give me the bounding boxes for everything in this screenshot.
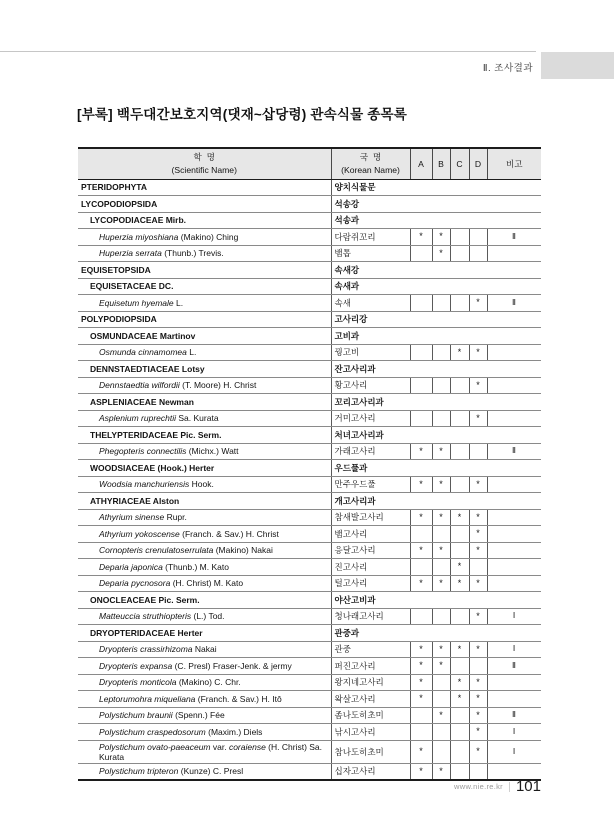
col-header-site-a: A: [410, 148, 432, 179]
remark-cell: Ⅱ: [487, 707, 541, 724]
table-row: [78, 245, 541, 262]
remark-cell: Ⅱ: [487, 658, 541, 675]
col-header-korean-line1: 국 명: [359, 152, 382, 163]
scientific-name-cell: WOODSIACEAE (Hook.) Herter: [78, 460, 331, 477]
table-row: [78, 592, 541, 609]
scientific-name-cell: Asplenium ruprechtii Sa. Kurata: [78, 410, 331, 427]
survey-mark-cell-a: [410, 526, 432, 543]
header-rule: [0, 51, 536, 52]
table-row: [78, 427, 541, 444]
survey-mark-cell-c: [450, 443, 469, 460]
remark-cell: [487, 674, 541, 691]
survey-mark-cell-b: [432, 344, 450, 361]
korean-name-cell: 가래고사리: [331, 443, 410, 460]
scientific-name-cell: Athyrium sinense Rupr.: [78, 509, 331, 526]
survey-mark-cell-d: *: [469, 476, 487, 493]
survey-mark-cell-a: *: [410, 509, 432, 526]
table-row: [78, 493, 541, 510]
survey-mark-cell-d: *: [469, 641, 487, 658]
survey-mark-cell-d: *: [469, 724, 487, 741]
table-row: [78, 179, 541, 196]
survey-mark-cell-d: *: [469, 344, 487, 361]
scientific-name-cell: ASPLENIACEAE Newman: [78, 394, 331, 411]
survey-mark-cell-d: *: [469, 509, 487, 526]
survey-mark-cell-c: *: [450, 575, 469, 592]
survey-mark-cell-d: *: [469, 295, 487, 312]
survey-mark-cell-b: *: [432, 443, 450, 460]
korean-name-cell: 응달고사리: [331, 542, 410, 559]
remark-cell: Ⅰ: [487, 740, 541, 763]
scientific-name-cell: Polystichum ovato-paeaceum var. coraiense (H. Christ) Sa. Kurata: [78, 740, 331, 763]
survey-mark-cell-b: [432, 724, 450, 741]
remark-cell: [487, 559, 541, 576]
table-row: [78, 559, 541, 576]
korean-name-cell: 야산고비과: [331, 592, 541, 609]
survey-mark-cell-a: [410, 344, 432, 361]
korean-name-cell: 속새: [331, 295, 410, 312]
remark-cell: Ⅱ: [487, 229, 541, 246]
remark-cell: [487, 245, 541, 262]
col-header-scientific-name: [78, 148, 331, 179]
korean-name-cell: 양치식물문: [331, 179, 541, 196]
table-row: [78, 262, 541, 279]
col-header-korean-name: [331, 148, 410, 179]
remark-cell: [487, 691, 541, 708]
table-row: [78, 691, 541, 708]
remark-cell: Ⅱ: [487, 295, 541, 312]
survey-mark-cell-a: [410, 410, 432, 427]
korean-name-cell: 좀나도히초미: [331, 707, 410, 724]
survey-mark-cell-d: *: [469, 410, 487, 427]
scientific-name-cell: POLYPODIOPSIDA: [78, 311, 331, 328]
survey-mark-cell-a: [410, 377, 432, 394]
survey-mark-cell-c: [450, 658, 469, 675]
survey-mark-cell-c: *: [450, 691, 469, 708]
survey-mark-cell-c: [450, 707, 469, 724]
scientific-name-cell: Deparia pycnosora (H. Christ) M. Kato: [78, 575, 331, 592]
survey-mark-cell-c: [450, 410, 469, 427]
table-row: [78, 377, 541, 394]
table-header-row: [78, 148, 541, 179]
survey-mark-cell-b: *: [432, 641, 450, 658]
scientific-name-cell: EQUISETOPSIDA: [78, 262, 331, 279]
table-row: [78, 674, 541, 691]
remark-cell: [487, 377, 541, 394]
table-row: [78, 295, 541, 312]
korean-name-cell: 낚시고사리: [331, 724, 410, 741]
survey-mark-cell-d: [469, 443, 487, 460]
korean-name-cell: 청나래고사리: [331, 608, 410, 625]
survey-mark-cell-d: *: [469, 575, 487, 592]
scientific-name-cell: Polystichum craspedosorum (Maxim.) Diels: [78, 724, 331, 741]
col-header-korean-line2: (Korean Name): [341, 164, 400, 175]
korean-name-cell: 왁살고사리: [331, 691, 410, 708]
survey-mark-cell-a: [410, 608, 432, 625]
col-header-remark: 비고: [487, 148, 541, 179]
table-row: [78, 509, 541, 526]
table-row: [78, 740, 541, 763]
survey-mark-cell-d: *: [469, 608, 487, 625]
section-label: Ⅱ. 조사결과: [482, 63, 533, 74]
survey-mark-cell-a: *: [410, 575, 432, 592]
table-row: [78, 724, 541, 741]
survey-mark-cell-b: [432, 674, 450, 691]
table-row: [78, 707, 541, 724]
table-row: [78, 625, 541, 642]
species-table: [78, 147, 541, 781]
survey-mark-cell-b: *: [432, 763, 450, 780]
korean-name-cell: 관중: [331, 641, 410, 658]
survey-mark-cell-a: [410, 724, 432, 741]
remark-cell: Ⅰ: [487, 641, 541, 658]
table-row: [78, 608, 541, 625]
scientific-name-cell: Dryopteris crassirhizoma Nakai: [78, 641, 331, 658]
survey-mark-cell-a: *: [410, 674, 432, 691]
korean-name-cell: 뱀고사리: [331, 526, 410, 543]
survey-mark-cell-a: [410, 295, 432, 312]
korean-name-cell: 털고사리: [331, 575, 410, 592]
survey-mark-cell-b: *: [432, 542, 450, 559]
table-row: [78, 361, 541, 378]
remark-cell: [487, 476, 541, 493]
survey-mark-cell-d: [469, 245, 487, 262]
korean-name-cell: 왕지네고사리: [331, 674, 410, 691]
survey-mark-cell-a: *: [410, 641, 432, 658]
korean-name-cell: 황고사리: [331, 377, 410, 394]
korean-name-cell: 석송과: [331, 212, 541, 229]
survey-mark-cell-c: [450, 724, 469, 741]
remark-cell: Ⅰ: [487, 724, 541, 741]
scientific-name-cell: Athyrium yokoscense (Franch. & Sav.) H. Christ: [78, 526, 331, 543]
korean-name-cell: 십자고사리: [331, 763, 410, 780]
korean-name-cell: 관중과: [331, 625, 541, 642]
scientific-name-cell: Cornopteris crenulatoserrulata (Makino) Nakai: [78, 542, 331, 559]
survey-mark-cell-a: *: [410, 763, 432, 780]
survey-mark-cell-b: *: [432, 707, 450, 724]
remark-cell: [487, 575, 541, 592]
survey-mark-cell-c: [450, 608, 469, 625]
scientific-name-cell: Polystichum braunii (Spenn.) Fée: [78, 707, 331, 724]
species-table-body: [78, 179, 541, 780]
survey-mark-cell-a: [410, 245, 432, 262]
scientific-name-cell: DRYOPTERIDACEAE Herter: [78, 625, 331, 642]
survey-mark-cell-b: *: [432, 476, 450, 493]
table-row: [78, 460, 541, 477]
survey-mark-cell-d: [469, 658, 487, 675]
table-row: [78, 575, 541, 592]
survey-mark-cell-b: [432, 691, 450, 708]
korean-name-cell: 꼬리고사리과: [331, 394, 541, 411]
species-table-container: [78, 147, 541, 781]
footer-url: www.nie.re.kr: [454, 782, 503, 791]
survey-mark-cell-c: [450, 377, 469, 394]
scientific-name-cell: Woodsia manchuriensis Hook.: [78, 476, 331, 493]
scientific-name-cell: Dennstaedtia wilfordii (T. Moore) H. Christ: [78, 377, 331, 394]
scientific-name-cell: DENNSTAEDTIACEAE Lotsy: [78, 361, 331, 378]
remark-cell: Ⅱ: [487, 443, 541, 460]
survey-mark-cell-b: *: [432, 229, 450, 246]
table-row: [78, 212, 541, 229]
scientific-name-cell: Dryopteris monticola (Makino) C. Chr.: [78, 674, 331, 691]
survey-mark-cell-a: *: [410, 443, 432, 460]
scientific-name-cell: Matteuccia struthiopteris (L.) Tod.: [78, 608, 331, 625]
table-row: [78, 641, 541, 658]
scientific-name-cell: Huperzia serrata (Thunb.) Trevis.: [78, 245, 331, 262]
scientific-name-cell: OSMUNDACEAE Martinov: [78, 328, 331, 345]
table-row: [78, 344, 541, 361]
table-row: [78, 476, 541, 493]
footer-divider: [509, 782, 510, 792]
survey-mark-cell-a: [410, 707, 432, 724]
survey-mark-cell-c: [450, 542, 469, 559]
korean-name-cell: 처녀고사리과: [331, 427, 541, 444]
scientific-name-cell: PTERIDOPHYTA: [78, 179, 331, 196]
korean-name-cell: 우드풀과: [331, 460, 541, 477]
survey-mark-cell-a: *: [410, 229, 432, 246]
table-row: [78, 311, 541, 328]
survey-mark-cell-a: *: [410, 542, 432, 559]
scientific-name-cell: LYCOPODIACEAE Mirb.: [78, 212, 331, 229]
table-row: [78, 526, 541, 543]
korean-name-cell: 석송강: [331, 196, 541, 213]
survey-mark-cell-c: *: [450, 641, 469, 658]
survey-mark-cell-c: *: [450, 674, 469, 691]
survey-mark-cell-b: *: [432, 658, 450, 675]
korean-name-cell: 다람쥐꼬리: [331, 229, 410, 246]
scientific-name-cell: ONOCLEACEAE Pic. Serm.: [78, 592, 331, 609]
survey-mark-cell-b: *: [432, 509, 450, 526]
korean-name-cell: 퍼진고사리: [331, 658, 410, 675]
survey-mark-cell-d: *: [469, 542, 487, 559]
page-number: 101: [515, 778, 541, 795]
survey-mark-cell-d: [469, 229, 487, 246]
survey-mark-cell-b: [432, 295, 450, 312]
survey-mark-cell-c: [450, 526, 469, 543]
scientific-name-cell: Equisetum hyemale L.: [78, 295, 331, 312]
remark-cell: [487, 542, 541, 559]
page-footer: [0, 778, 541, 795]
scientific-name-cell: Polystichum tripteron (Kunze) C. Presl: [99, 766, 244, 777]
survey-mark-cell-a: *: [410, 740, 432, 763]
survey-mark-cell-a: [410, 559, 432, 576]
survey-mark-cell-b: [432, 526, 450, 543]
survey-mark-cell-b: *: [432, 575, 450, 592]
survey-mark-cell-a: *: [410, 691, 432, 708]
table-row: [78, 394, 541, 411]
korean-name-cell: 속새강: [331, 262, 541, 279]
scientific-name-cell: Osmunda cinnamomea L.: [78, 344, 331, 361]
survey-mark-cell-c: *: [450, 344, 469, 361]
scientific-name-cell: Huperzia miyoshiana (Makino) Ching: [78, 229, 331, 246]
survey-mark-cell-a: *: [410, 476, 432, 493]
korean-name-cell: 참새발고사리: [331, 509, 410, 526]
table-header: [78, 148, 541, 179]
survey-mark-cell-d: *: [469, 377, 487, 394]
survey-mark-cell-c: [450, 245, 469, 262]
survey-mark-cell-b: *: [432, 245, 450, 262]
korean-name-cell: 거미고사리: [331, 410, 410, 427]
scientific-name-cell: Leptorumohra miqueliana (Franch. & Sav.) H. Itô: [78, 691, 331, 708]
table-row: [78, 229, 541, 246]
scientific-name-cell: ATHYRIACEAE Alston: [78, 493, 331, 510]
page-title: [부록] 백두대간보호지역(댓재~삽당령) 관속식물 종목록: [77, 107, 408, 122]
remark-cell: [487, 509, 541, 526]
korean-name-cell: 고비과: [331, 328, 541, 345]
remark-cell: [487, 526, 541, 543]
table-row: [78, 658, 541, 675]
korean-name-cell: 고사리강: [331, 311, 541, 328]
korean-name-cell: 꿩고비: [331, 344, 410, 361]
table-row: [78, 278, 541, 295]
scientific-name-cell: EQUISETACEAE DC.: [78, 278, 331, 295]
survey-mark-cell-c: *: [450, 559, 469, 576]
korean-name-cell: 진고사리: [331, 559, 410, 576]
table-row: [78, 443, 541, 460]
survey-mark-cell-c: [450, 229, 469, 246]
scientific-name-cell: Dryopteris expansa (C. Presl) Fraser-Jenk. & jermy: [78, 658, 331, 675]
table-row: [78, 196, 541, 213]
survey-mark-cell-b: [432, 410, 450, 427]
korean-name-cell: 뱀톱: [331, 245, 410, 262]
survey-mark-cell-d: *: [469, 740, 487, 763]
survey-mark-cell-b: [432, 608, 450, 625]
scientific-name-cell: THELYPTERIDACEAE Pic. Serm.: [78, 427, 331, 444]
survey-mark-cell-c: *: [450, 509, 469, 526]
table-row: [78, 328, 541, 345]
col-header-scientific-line1: 학 명: [193, 152, 215, 163]
survey-mark-cell-d: *: [469, 674, 487, 691]
korean-name-cell: 만주우드풀: [331, 476, 410, 493]
survey-mark-cell-b: [432, 740, 450, 763]
korean-name-cell: 잔고사리과: [331, 361, 541, 378]
survey-mark-cell-b: [432, 377, 450, 394]
korean-name-cell: 참나도히초미: [331, 740, 410, 763]
korean-name-cell: 속새과: [331, 278, 541, 295]
korean-name-cell: 개고사리과: [331, 493, 541, 510]
survey-mark-cell-c: [450, 295, 469, 312]
header-tab-decoration: [541, 52, 614, 79]
scientific-name-cell: Phegopteris connectilis (Michx.) Watt: [78, 443, 331, 460]
col-header-site-d: D: [469, 148, 487, 179]
survey-mark-cell-d: [469, 559, 487, 576]
scientific-name-cell: LYCOPODIOPSIDA: [78, 196, 331, 213]
remark-cell: Ⅰ: [487, 608, 541, 625]
col-header-site-c: C: [450, 148, 469, 179]
survey-mark-cell-b: [432, 559, 450, 576]
col-header-scientific-line2: (Scientific Name): [171, 164, 237, 175]
survey-mark-cell-a: *: [410, 658, 432, 675]
scientific-name-cell: Deparia japonica (Thunb.) M. Kato: [78, 559, 331, 576]
survey-mark-cell-d: *: [469, 691, 487, 708]
table-row: [78, 410, 541, 427]
remark-cell: [487, 344, 541, 361]
col-header-site-b: B: [432, 148, 450, 179]
table-row: [78, 542, 541, 559]
remark-cell: [487, 410, 541, 427]
survey-mark-cell-d: *: [469, 526, 487, 543]
survey-mark-cell-c: [450, 476, 469, 493]
survey-mark-cell-d: *: [469, 707, 487, 724]
survey-mark-cell-c: [450, 740, 469, 763]
